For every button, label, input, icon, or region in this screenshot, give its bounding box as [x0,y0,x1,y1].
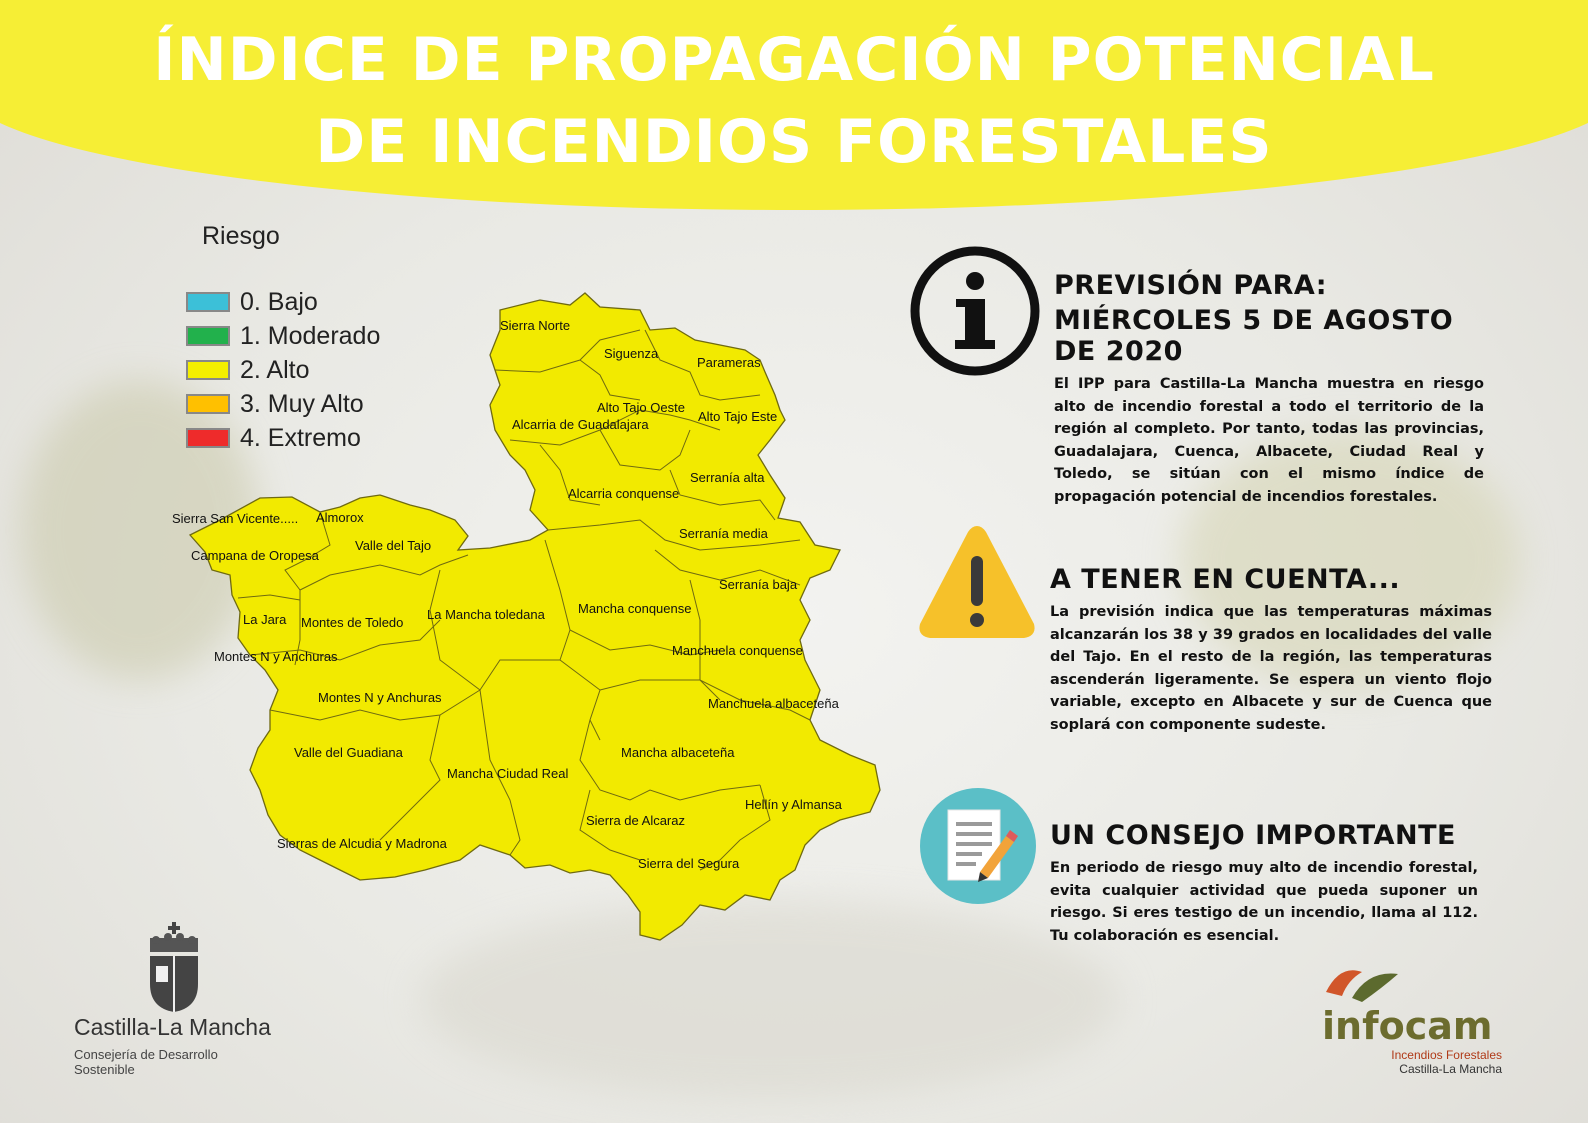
infocam-name: infocam [1322,1004,1493,1048]
region-label: Serranía media [679,526,768,541]
warning-icon [916,520,1038,642]
forecast-block [1054,270,1484,508]
forecast-date: MIÉRCOLES 5 DE AGOSTO DE 2020 [1054,305,1454,367]
region-label: Mancha conquense [578,601,692,616]
region-label: Sierra Norte [500,318,571,333]
warning-block [1050,564,1492,736]
advice-text: En periodo de riesgo muy alto de incendio forestal, evita cualquier actividad que pueda suponer un riesgo. Si eres testigo de un incendio, llama al 112. Tu colaboración es esencial. [1050,860,1478,944]
legend-label: 0. Bajo [240,287,318,316]
infocam-subtitle: Incendios Forestales [1391,1048,1502,1062]
infocam-region: Castilla-La Mancha [1399,1062,1502,1076]
region-label: Manchuela albaceteña [708,696,839,711]
clm-subtitle: Consejería de Desarrollo Sostenible [74,1047,218,1077]
coat-of-arms-icon [144,922,204,1014]
legend-label: 2. Alto [240,355,310,384]
warning-text: La previsión indica que las temperaturas máximas alcanzarán los 38 y 39 grados en localidades del valle del Tajo. En el resto de la región, las temperaturas ascenderán ligeramente. Se espera un viento flojo variable, excepto en Albacete y sur de Cuenca que soplará con componente sudeste. [1050,604,1492,733]
region-label: Montes N y Anchuras [214,649,338,664]
leaf-icon [1322,962,1402,1004]
region-label: Sierras de Alcudia y Madrona [277,836,447,851]
region-label: Serranía alta [690,470,765,485]
region-label: Alto Tajo Este [698,409,778,424]
region-label: La Jara [243,612,287,627]
legend-title: Riesgo [202,222,280,250]
region-label: Sierra de Alcaraz [586,813,685,828]
region-label: Hellín y Almansa [745,797,842,812]
region-label: Siguenza [604,346,659,361]
region-label: Almorox [316,510,364,525]
region-label: Serranía baja [719,577,798,592]
advice-block [1050,820,1478,947]
region-label: Sierra San Vicente..... [172,511,299,526]
region-label: Alcarria conquense [568,486,680,501]
warning-title: A TENER EN CUENTA... [1050,564,1401,595]
page-title-line1: ÍNDICE DE PROPAGACIÓN POTENCIAL [153,25,1435,95]
region-label: Valle del Guadiana [294,745,403,760]
region-label: Manchuela conquense [672,643,803,658]
region-label: Alcarria de Guadalajara [512,417,649,432]
region-label: Sierra del Segura [638,856,740,871]
region-label: Mancha albaceteña [621,745,735,760]
legend-label: 1. Moderado [240,321,381,350]
legend-label: 4. Extremo [240,423,361,452]
forecast-text: El IPP para Castilla-La Mancha muestra en riesgo alto de incendio forestal a todo el territorio de la región al completo. Por tanto, todas las provincias, Guadalajara, Cuenca, Albacete, Ciudad Real y Toledo, se sitúan con el mismo índice de propagación potencial de incendios forestales. [1054,376,1484,505]
castilla-la-mancha-logo [74,922,274,1077]
info-icon [908,244,1042,378]
region-label: Mancha Ciudad Real [447,766,569,781]
page-title-line2: DE INCENDIOS FORESTALES [315,107,1273,177]
forecast-title: PREVISIÓN PARA: [1054,270,1328,301]
advice-title: UN CONSEJO IMPORTANTE [1050,820,1456,851]
region-label: Montes N y Anchuras [318,690,442,705]
infocam-logo [1322,962,1502,1076]
region-label: La Mancha toledana [427,607,545,622]
region-map [0,0,900,960]
clm-name: Castilla-La Mancha [74,1014,271,1040]
region-label: Parameras [697,355,761,370]
region-label: Valle del Tajo [355,538,432,553]
legend-label: 3. Muy Alto [240,389,364,418]
region-label: Campana de Oropesa [191,548,319,563]
region-label: Alto Tajo Oeste [597,400,685,415]
document-icon [918,786,1038,906]
region-label: Montes de Toledo [301,615,404,630]
